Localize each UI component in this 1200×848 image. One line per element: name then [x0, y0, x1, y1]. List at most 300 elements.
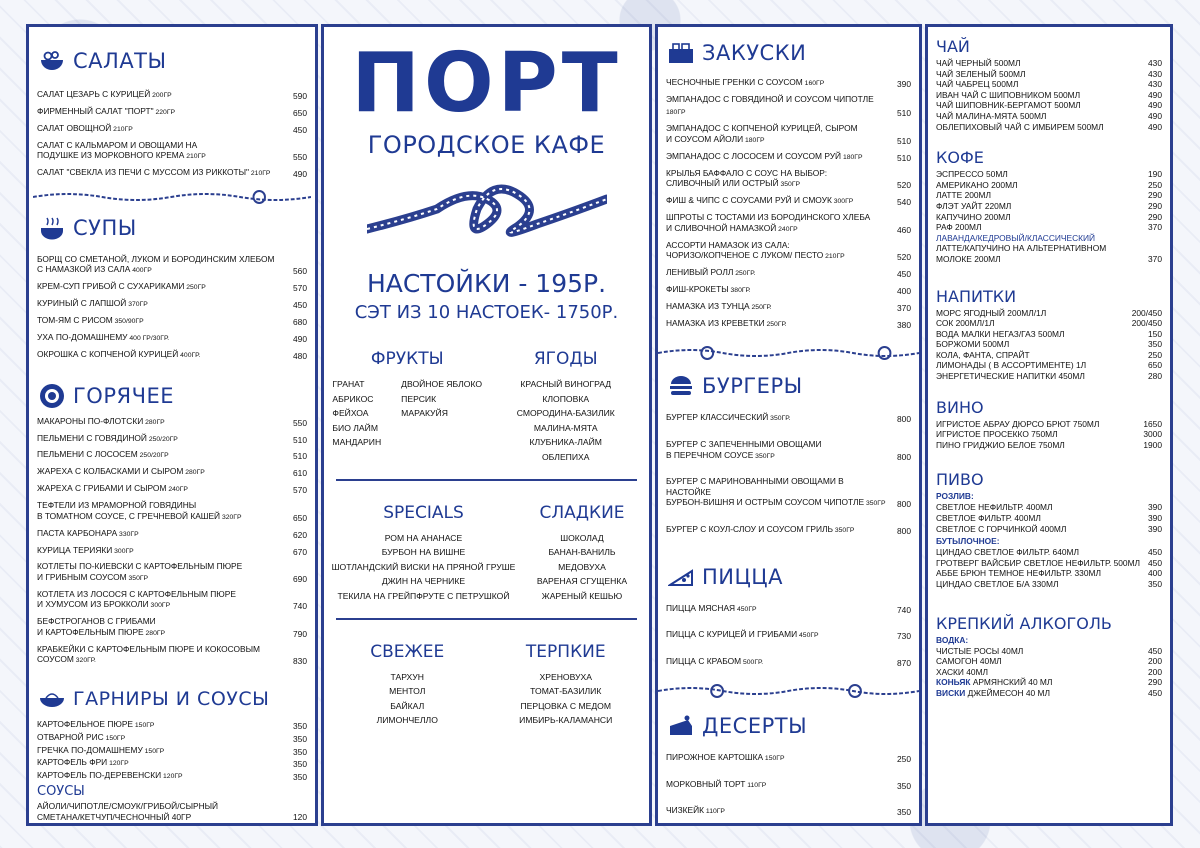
burgers-header [666, 372, 919, 400]
tincture-item: ФЕЙХОА [332, 408, 369, 419]
menu-item-price: 450 [293, 124, 307, 135]
menu-item-price: 490 [1148, 89, 1162, 100]
menu-item-name: БОРЩ СО СМЕТАНОЙ, ЛУКОМ И БОРОДИНСКИМ ХЛЕБОМ С НАМАЗКОЙ ИЗ САЛА 400ГР [37, 253, 275, 275]
menu-item-weight: 350ГР [832, 526, 855, 534]
menu-item-name: КУРИЦА ТЕРИЯКИ 300ГР [37, 544, 134, 555]
menu-item-price: 200/450 [1131, 318, 1162, 329]
menu-item [928, 579, 1170, 590]
menu-item-weight: 150ГР [133, 722, 155, 730]
menu-item [928, 371, 1170, 382]
beer-title: ПИВО [936, 470, 984, 490]
berries-list [491, 377, 641, 465]
menu-item-price: 650 [1148, 360, 1162, 371]
menu-item [658, 168, 919, 191]
menu-item-price: 350 [293, 746, 307, 757]
panel-drinks [925, 24, 1173, 826]
menu-item-name: ЛЕНИВЫЙ РОЛЛ 250ГР. [666, 267, 756, 278]
menu-item-weight: 240ГР [166, 486, 188, 494]
menu-item-price: 350 [897, 780, 911, 791]
menu-item-price: 450 [293, 300, 307, 311]
menu-item [29, 745, 315, 758]
fresh-title: СВЕЖЕЕ [370, 641, 445, 662]
menu-item-name: ЧАЙ ЗЕЛЕНЫЙ 500МЛ [936, 68, 1026, 79]
desserts-title: ДЕСЕРТЫ [702, 714, 808, 739]
fruits-list-2 [401, 377, 482, 450]
desserts-list [658, 752, 919, 818]
menu-item-name: ХАСКИ 40МЛ [936, 666, 989, 677]
snacks-list [658, 77, 919, 330]
menu-item-name: АББЕ БРЮН ТЕМНОЕ НЕФИЛЬТР. 330МЛ [936, 568, 1101, 579]
menu-item-price: 370 [897, 302, 911, 313]
menu-item [658, 123, 919, 146]
menu-item-price: 800 [897, 499, 911, 510]
menu-item-price: 620 [293, 529, 307, 540]
tincture-item: БИО ЛАЙМ [332, 422, 379, 433]
menu-item-name: САМОГОН 40МЛ [936, 656, 1002, 667]
menu-item-price: 610 [293, 468, 307, 479]
menu-item-name: ЧЕСНОЧНЫЕ ГРЕНКИ С СОУСОМ 160ГР [666, 77, 825, 87]
coffee-list [928, 169, 1170, 233]
menu-item [29, 644, 315, 667]
menu-item [658, 805, 919, 818]
rope-divider [658, 344, 919, 362]
menu-item-name: ТЕФТЕЛИ ИЗ МРАМОРНОЙ ГОВЯДИНЫ В ТОМАТНОМ СОУСЕ, С ГРЕЧНЕВОЙ КАШЕЙ 320ГР [37, 500, 242, 521]
tincture-item: КРАСНЫЙ ВИНОГРАД [520, 379, 612, 389]
menu-item-price: 800 [897, 451, 911, 462]
divider [336, 479, 637, 481]
menu-item-name: КРЫЛЬЯ БАФФАЛО С СОУС НА ВЫБОР: СЛИВОЧНЫЙ ИЛИ ОСТРЫЙ 350ГР [666, 167, 828, 189]
menu-item-price: 290 [1148, 211, 1162, 222]
soups-header [37, 214, 315, 242]
menu-item-price: 350 [897, 807, 911, 818]
menu-item-name: САЛАТ ЦЕЗАРЬ С КУРИЦЕЙ 200ГР [37, 89, 172, 99]
menu-item-weight: 210ГР [111, 125, 133, 133]
menu-item [928, 667, 1170, 678]
brand-logo [324, 36, 649, 131]
hot-title: ГОРЯЧЕЕ [73, 383, 175, 408]
menu-item [928, 558, 1170, 569]
menu-item-name: ЖАРЕХА С КОЛБАСКАМИ И СЫРОМ 280ГР [37, 466, 205, 477]
menu-item [928, 69, 1170, 80]
menu-item-name: САЛАТ С КАЛЬМАРОМ И ОВОЩАМИ НА ПОДУШКЕ ИЗ МОРКОВНОГО КРЕМА 210ГР [37, 139, 206, 161]
rope-divider [33, 188, 311, 206]
menu-item-price: 1650 [1143, 418, 1162, 429]
menu-item-name: БУРГЕР С КОУЛ-СЛОУ И СОУСОМ ГРИЛЬ 350ГР [666, 523, 855, 534]
sweet-column [522, 503, 642, 604]
menu-item-name: МОРС ЯГОДНЫЙ 200МЛ/1Л [936, 307, 1047, 318]
panel-food-right [655, 24, 922, 826]
tincture-item: ГРАНАТ [332, 379, 365, 389]
tinctures-title: НАСТОЙКИ - 195Р. [366, 269, 607, 298]
tincture-item: МАРАКУЙЯ [401, 408, 448, 419]
tincture-item: КЛУБНИКА-ЛАЙМ [529, 437, 602, 448]
menu-item-weight: 350/90ГР [112, 318, 144, 326]
menu-item-name: НАМАЗКА ИЗ КРЕВЕТКИ 250ГР. [666, 317, 787, 328]
salad-bowl-icon [37, 47, 67, 75]
hot-list [29, 416, 315, 667]
snack-board-icon [666, 39, 696, 67]
menu-item-weight: 280ГР [143, 629, 166, 637]
menu-item-weight: 250/20ГР [137, 452, 169, 460]
menu-item-weight: 280ГР [183, 469, 205, 477]
tincture-item: ШОКОЛАД [560, 532, 604, 543]
menu-item-price: 650 [293, 512, 307, 523]
menu-item-price: 350 [293, 721, 307, 732]
menu-item [928, 111, 1170, 122]
menu-item-name: ПИНО ГРИДЖИО БЕЛОЕ 750МЛ [936, 439, 1065, 450]
menu-item-name: ПЕЛЬМЕНИ С ЛОСОСЕМ 250/20ГР [37, 449, 169, 460]
menu-item-name: ЧИЗКЕЙК 110ГР [666, 805, 725, 816]
menu-item [658, 476, 919, 510]
menu-item-price: 400 [1148, 568, 1162, 579]
menu-item-price: 250 [1148, 179, 1162, 190]
menu-item-name: ПИРОЖНОЕ КАРТОШКА 150ГР [666, 752, 785, 763]
cognac-row: КОНЬЯК АРМЯНСКИЙ 40 МЛ 290 [936, 677, 1162, 688]
menu-item-price: 540 [897, 197, 911, 208]
specials-sweet-block [324, 503, 649, 604]
menu-item-price: 200 [1148, 656, 1162, 667]
menu-item-name: ВОДА МАЛКИ НЕГАЗ/ГАЗ 500МЛ [936, 328, 1065, 339]
menu-item-price: 510 [293, 434, 307, 445]
tincture-item: БАЙКАЛ [390, 700, 425, 711]
menu-item-price: 520 [897, 252, 911, 263]
menu-item [928, 329, 1170, 340]
menu-item-name: ШПРОТЫ С ТОСТАМИ ИЗ БОРОДИНСКОГО ХЛЕБА И СЛИВОЧНОЙ НАМАЗКОЙ 240ГР [666, 212, 871, 233]
brand-name: ПОРТ [351, 36, 622, 131]
rope-knot-icon [324, 169, 649, 255]
coffee-alt-line2: МОЛОКЕ 200МЛ 370 [936, 253, 1162, 264]
menu-item-price: 200/450 [1131, 307, 1162, 318]
menu-item [29, 298, 315, 311]
menu-item-weight: 320ГР [220, 513, 242, 521]
whisky-row: ВИСКИ ДЖЕЙМЕСОН 40 МЛ 450 [936, 687, 1162, 698]
wine-list [928, 419, 1170, 451]
tincture-item: ДЖИН НА ЧЕРНИКЕ [381, 576, 466, 587]
menu-item-weight: 400 ГР/30ГР. [127, 334, 170, 342]
menu-item-weight: 210ГР [823, 253, 845, 261]
menu-item-price: 590 [293, 91, 307, 101]
pizza-slice-icon [666, 563, 696, 591]
menu-item-weight: 320ГР. [73, 657, 96, 665]
tincture-item: ИМБИРЬ-КАЛАМАНСИ [519, 715, 613, 726]
menu-item-price: 430 [1148, 68, 1162, 79]
drinks-list [928, 308, 1170, 382]
snacks-title: ЗАКУСКИ [702, 41, 807, 65]
menu-item-name: КУРИНЫЙ С ЛАПШОЙ 370ГР [37, 298, 148, 309]
menu-item-price: 280 [1148, 371, 1162, 382]
hot-dish-icon [37, 382, 67, 410]
tincture-item: ТЕКИЛА НА ГРЕЙПФРУТЕ С ПЕТРУШКОЙ [337, 590, 510, 601]
menu-item-name: САЛАТ ОВОЩНОЙ 210ГР [37, 122, 133, 133]
menu-item-name: ГРЕЧКА ПО-ДОМАШНЕМУ 150ГР [37, 744, 165, 755]
salads-title: САЛАТЫ [73, 49, 167, 73]
menu-item-weight: 210ГР [184, 153, 206, 161]
menu-item-price: 690 [293, 574, 307, 584]
menu-item-name: ФИРМЕННЫЙ САЛАТ "ПОРТ" 220ГР [37, 105, 176, 116]
menu-item-name: ПАСТА КАРБОНАРА 330ГР [37, 527, 139, 538]
tincture-item: КЛОПОВКА [542, 393, 590, 404]
menu-item [29, 732, 315, 745]
menu-item-weight: 300ГР [148, 602, 171, 610]
tincture-item: ШОТЛАНДСКИЙ ВИСКИ НА ПРЯНОЙ ГРУШЕ [331, 561, 516, 572]
menu-item [29, 123, 315, 136]
menu-item-price: 570 [293, 283, 307, 294]
menu-item-weight: 300ГР [831, 198, 854, 206]
menu-item [658, 524, 919, 537]
menu-item-name: УХА ПО-ДОМАШНЕМУ 400 ГР/30ГР. [37, 331, 170, 342]
menu-item-weight: 150ГР [763, 755, 785, 763]
tincture-item: ТОМАТ-БАЗИЛИК [530, 686, 602, 697]
berries-column [491, 349, 641, 465]
menu-item [928, 568, 1170, 579]
menu-item-name: ЧАЙ ЧАБРЕЦ 500МЛ [936, 79, 1019, 90]
tea-list [928, 58, 1170, 132]
tincture-item: МАНДАРИН [332, 437, 382, 448]
menu-item-price: 250 [1148, 349, 1162, 360]
menu-item [928, 58, 1170, 69]
menu-item [658, 301, 919, 314]
tincture-item: МАЛИНА-МЯТА [533, 422, 598, 433]
menu-item-weight: 150ГР [142, 747, 165, 755]
berries-title: ЯГОДЫ [533, 349, 598, 369]
menu-item-price: 190 [1148, 169, 1162, 180]
menu-item-price: 560 [293, 266, 307, 277]
tincture-item: ДВОЙНОЕ ЯБЛОКО [401, 379, 483, 389]
menu-item-name: ЧАЙ ЧЕРНЫЙ 500МЛ [936, 58, 1021, 68]
menu-item [658, 267, 919, 280]
tincture-item: МЕДОВУХА [558, 561, 606, 572]
menu-item-weight: 180ГР [841, 153, 863, 161]
menu-item-name: КАРТОФЕЛЬ ПО-ДЕРЕВЕНСКИ 120ГР [37, 769, 183, 780]
menu-item-price: 830 [293, 656, 307, 667]
soups-title: СУПЫ [73, 215, 137, 240]
tincture-item: ПЕРЦОВКА С МЕДОМ [520, 700, 611, 711]
menu-item [928, 646, 1170, 657]
menu-item-price: 490 [293, 169, 307, 180]
menu-item [928, 339, 1170, 350]
sides-list [29, 719, 315, 782]
menu-item [29, 140, 315, 163]
menu-item-price: 670 [293, 546, 307, 557]
menu-item-name: ГРОТВЕРГ ВАЙСБИР СВЕТЛОЕ НЕФИЛЬТР. 500МЛ [936, 557, 1141, 568]
menu-item-price: 450 [1148, 557, 1162, 568]
menu-item-name: СВЕТЛОЕ НЕФИЛЬТР. 400МЛ [936, 502, 1053, 513]
menu-item-price: 290 [1148, 190, 1162, 201]
menu-item [29, 315, 315, 328]
menu-item-name: БУРГЕР КЛАССИЧЕСКИЙ 350ГР. [666, 412, 791, 423]
menu-item-name: НАМАЗКА ИЗ ТУНЦА 250ГР. [666, 300, 772, 311]
menu-item-name: БУРГЕР С ЗАПЕЧЕННЫМИ ОВОЩАМИ В ПЕРЕЧНОМ СОУСЕ 350ГР [666, 438, 822, 460]
menu-item-price: 450 [1148, 547, 1162, 558]
tincture-item: ЛИМОНЧЕЛЛО [376, 715, 438, 726]
menu-item [928, 440, 1170, 451]
menu-item-weight: 350ГР [753, 452, 775, 460]
menu-item-weight: 150ГР [103, 734, 126, 742]
menu-item-price: 730 [897, 631, 911, 642]
menu-item-price: 510 [897, 108, 911, 119]
menu-item-price: 350 [293, 759, 307, 770]
menu-item [928, 180, 1170, 191]
fruits-list-1 [332, 377, 381, 450]
tincture-item: ВАРЕНАЯ СГУЩЕНКА [536, 576, 628, 587]
tea-title: ЧАЙ [936, 37, 970, 56]
menu-item-weight: 330ГР [117, 530, 139, 538]
tincture-item: РОМ НА АНАНАСЕ [384, 532, 463, 543]
menu-item [658, 195, 919, 208]
menu-item-price: 370 [1148, 222, 1162, 233]
menu-item [29, 500, 315, 523]
menu-item [928, 90, 1170, 101]
menu-item [928, 169, 1170, 180]
menu-item-name: ЭМПАНАДОС С КОПЧЕНОЙ КУРИЦЕЙ, СЫРОМ И СОУСОМ АЙОЛИ 180ГР [666, 123, 858, 144]
menu-item-weight: 350ГР [126, 575, 149, 582]
menu-item-price: 390 [1148, 502, 1162, 513]
menu-item-price: 350 [1148, 579, 1162, 589]
vodka-list [928, 646, 1170, 678]
pizza-list [658, 603, 919, 669]
menu-item [29, 106, 315, 119]
menu-item [29, 770, 315, 783]
menu-item [928, 502, 1170, 513]
menu-item-price: 3000 [1143, 429, 1162, 440]
menu-item-price: 1900 [1143, 439, 1162, 450]
beer-draft-label: РОЗЛИВ: [936, 491, 974, 502]
menu-item-weight: 450ГР [735, 605, 757, 613]
tincture-item: АБРИКОС [332, 393, 374, 404]
menu-item [658, 94, 919, 119]
menu-item-weight: 370ГР [126, 301, 148, 309]
menu-item-price: 510 [897, 152, 911, 163]
menu-item [29, 545, 315, 558]
panel-food-left [26, 24, 318, 826]
menu-item-weight: 200ГР [150, 92, 172, 99]
menu-item-name: ФЛЭТ УАЙТ 220МЛ [936, 200, 1012, 211]
menu-item-weight: 500ГР. [741, 658, 764, 666]
menu-item [29, 349, 315, 362]
tincture-item: БУРБОН НА ВИШНЕ [381, 547, 466, 558]
menu-item-weight: 180ГР [666, 109, 686, 117]
burger-icon [666, 372, 696, 400]
sweet-title: СЛАДКИЕ [539, 502, 625, 523]
menu-item-price: 800 [897, 525, 911, 536]
menu-item-weight: 160ГР [802, 80, 825, 87]
burgers-list [658, 412, 919, 536]
menu-item [29, 616, 315, 639]
menu-item-price: 490 [1148, 110, 1162, 121]
sauce-bowl-icon [37, 685, 67, 713]
menu-item [29, 89, 315, 102]
coffee-title: КОФЕ [936, 148, 984, 168]
sauces-line2: СМЕТАНА/КЕТЧУП/ЧЕСНОЧНЫЙ 40ГР 120 [37, 811, 307, 822]
menu-item-price: 740 [897, 604, 911, 615]
menu-item-weight: 300ГР [112, 547, 134, 555]
menu-item-name: ОТВАРНОЙ РИС 150ГР [37, 731, 126, 742]
menu-item-name: АМЕРИКАНО 200МЛ [936, 179, 1018, 190]
menu-item-weight: 120ГР [161, 772, 183, 780]
sauces-title: СОУСЫ [37, 784, 85, 800]
menu-item-name: АССОРТИ НАМАЗОК ИЗ САЛА: ЧОРИЗО/КОПЧЕНОЕ С ЛУКОМ/ ПЕСТО 210ГР [666, 239, 845, 261]
menu-item [928, 308, 1170, 319]
snacks-header [666, 39, 919, 67]
fruits-title: ФРУКТЫ [370, 349, 444, 369]
menu-item-name: КАПУЧИНО 200МЛ [936, 211, 1011, 222]
tincture-item: ЖАРЕНЫЙ КЕШЬЮ [541, 590, 623, 601]
menu-item-weight: 400ГР. [178, 351, 201, 359]
menu-item [658, 240, 919, 263]
menu-item [658, 77, 919, 90]
menu-item [29, 719, 315, 732]
menu-item [29, 528, 315, 541]
menu-item [29, 416, 315, 429]
menu-item-name: ЖАРЕХА С ГРИБАМИ И СЫРОМ 240ГР [37, 483, 188, 494]
menu-item-weight: 250ГР. [749, 303, 772, 311]
menu-item-price: 790 [293, 628, 307, 639]
menu-item-name: ЦИНДАО СВЕТЛОЕ ФИЛЬТР. 640МЛ [936, 547, 1080, 558]
fresh-tart-block [324, 642, 649, 728]
menu-item-price: 510 [897, 135, 911, 146]
menu-item-price: 400 [897, 285, 911, 296]
menu-item-price: 480 [293, 350, 307, 361]
tincture-item: ХРЕНОВУХА [539, 671, 592, 682]
wine-title: ВИНО [936, 397, 984, 417]
menu-item-weight: 400ГР [130, 267, 152, 275]
menu-item [658, 656, 919, 669]
brand-subtitle: ГОРОДСКОЕ КАФЕ [367, 131, 606, 159]
pizza-title: ПИЦЦА [702, 564, 783, 589]
menu-item-weight: 180ГР [743, 136, 765, 144]
burgers-title: БУРГЕРЫ [702, 374, 803, 399]
sweet-list [522, 531, 642, 604]
hot-header [37, 382, 315, 410]
menu-item-price: 250 [897, 754, 911, 765]
menu-item-name: ЭМПАНАДОС С ЛОСОСЕМ И СОУСОМ РУЙ 180ГР [666, 150, 863, 161]
menu-item-name: КАРТОФЕЛЬ ФРИ 120ГР [37, 757, 129, 768]
menu-item-name: ПИЦЦА С КУРИЦЕЙ И ГРИБАМИ 450ГР [666, 629, 819, 640]
menu-item [928, 656, 1170, 667]
menu-item-price: 550 [293, 417, 307, 428]
menu-item-price: 430 [1148, 58, 1162, 68]
specials-title: SPECIALS [383, 502, 464, 523]
tart-title: ТЕРПКИЕ [525, 641, 606, 662]
menu-item-price: 350 [293, 771, 307, 782]
menu-item [29, 332, 315, 345]
menu-item-name: СВЕТЛОЕ ФИЛЬТР. 400МЛ [936, 513, 1041, 524]
menu-item-name: ЦИНДАО СВЕТЛОЕ Б/А 330МЛ [936, 579, 1059, 589]
menu-item [928, 201, 1170, 212]
menu-item-name: ЛИМОНАДЫ ( В АССОРТИМЕНТЕ) 1Л [936, 360, 1087, 371]
tart-list [491, 670, 641, 728]
menu-item-name: КАРТОФЕЛЬНОЕ ПЮРЕ 150ГР [37, 719, 155, 730]
menu-item [658, 212, 919, 235]
drinks-title: НАПИТКИ [936, 286, 1017, 306]
menu-item-name: ЭСПРЕССО 50МЛ [936, 169, 1008, 180]
menu-item-weight: 380ГР. [728, 286, 751, 294]
menu-item [928, 350, 1170, 361]
menu-item-price: 510 [293, 451, 307, 462]
menu-item-price: 450 [897, 269, 911, 280]
menu-item [928, 360, 1170, 371]
menu-item [29, 561, 315, 584]
menu-item-price: 380 [897, 319, 911, 330]
spirits-title: КРЕПКИЙ АЛКОГОЛЬ [936, 613, 1112, 633]
fresh-column [332, 642, 482, 728]
sides-title: ГАРНИРЫ И СОУСЫ [73, 688, 270, 711]
menu-item-name: РАФ 200МЛ [936, 222, 982, 233]
soups-list [29, 254, 315, 362]
menu-item-name: СВЕТЛОЕ С ГОРЧИНКОЙ 400МЛ [936, 523, 1067, 534]
menu-item-name: ПИЦЦА С КРАБОМ 500ГР. [666, 655, 764, 666]
menu-item-price: 550 [293, 152, 307, 163]
